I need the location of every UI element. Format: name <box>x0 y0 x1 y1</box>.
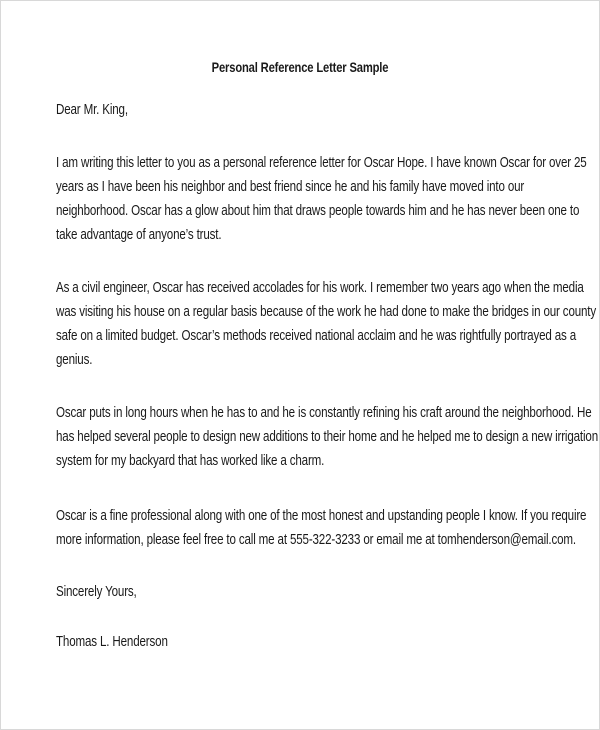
paragraph-line: safe on a limited budget. Oscar’s methods received national acclaim and he was rightfully portrayed as a <box>56 328 577 344</box>
salutation: Dear Mr. King, <box>56 102 128 118</box>
paragraph-line: was visiting his house on a regular basis because of the work he had done to make the bridges in our county <box>56 304 597 320</box>
paragraph-line: neighborhood. Oscar has a glow about him that draws people towards him and he has never been one to <box>56 203 580 219</box>
signature: Thomas L. Henderson <box>56 634 168 650</box>
paragraph-line: genius. <box>56 352 93 368</box>
paragraph-line: Oscar puts in long hours when he has to and he is constantly refining his craft around the neighborhood. He <box>56 405 592 421</box>
paragraph-line: years as I have been his neighbor and best friend since he and his family have moved into our <box>56 179 525 195</box>
paragraph-line: has helped several people to design new additions to their home and he helped me to design a new irrigation <box>56 429 598 445</box>
paragraph-line: As a civil engineer, Oscar has received accolades for his work. I remember two years ago when the media <box>56 280 584 296</box>
paragraph-line: more information, please feel free to call me at 555-322-3233 or email me at tomhenderson@email.com. <box>56 532 576 548</box>
closing: Sincerely Yours, <box>56 584 137 600</box>
paragraph-line: I am writing this letter to you as a personal reference letter for Oscar Hope. I have known Oscar for over 25 <box>56 155 587 171</box>
paragraph-line: Oscar is a fine professional along with one of the most honest and upstanding people I know. If you require <box>56 508 587 524</box>
paragraph-line: take advantage of anyone’s trust. <box>56 227 222 243</box>
document-title: Personal Reference Letter Sample <box>211 59 389 75</box>
paragraph-line: system for my backyard that has worked like a charm. <box>56 453 325 469</box>
